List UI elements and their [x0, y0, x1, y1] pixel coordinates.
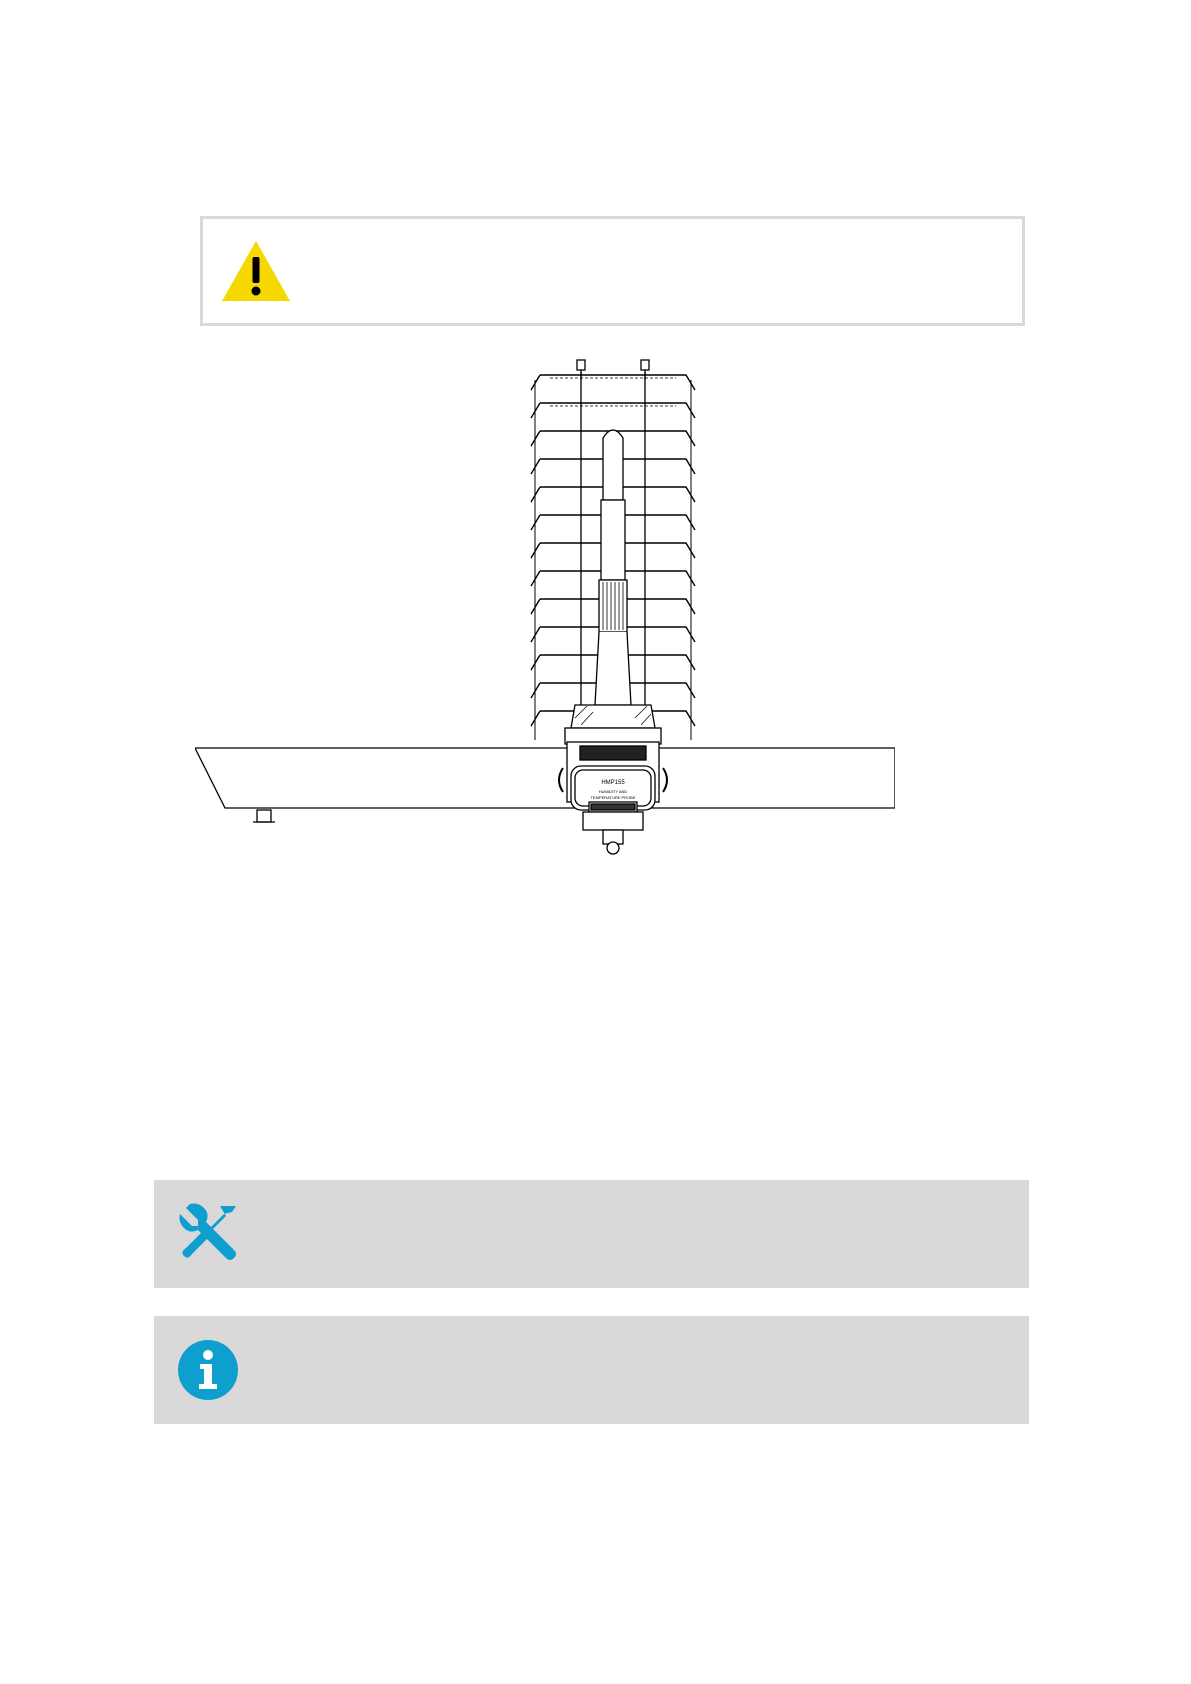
mounting-arm: [195, 748, 895, 822]
tools-icon: [176, 1202, 240, 1266]
warning-triangle-icon: [220, 239, 292, 303]
probe-body: [559, 742, 667, 854]
radiation-shield-figure: [195, 350, 895, 870]
probe-label-line2: TEMPERATURE PROBE: [590, 795, 636, 800]
probe-label-model: HMP155: [601, 780, 625, 786]
shield-base-collar: [565, 705, 661, 744]
probe: [595, 430, 631, 705]
probe-label-line1: HUMIDITY AND: [598, 789, 628, 794]
tool-note: [154, 1180, 1029, 1288]
shield-top-bolts: [577, 360, 649, 380]
info-note: [154, 1316, 1029, 1424]
caution-box: [200, 216, 1025, 326]
info-icon: [176, 1338, 240, 1402]
